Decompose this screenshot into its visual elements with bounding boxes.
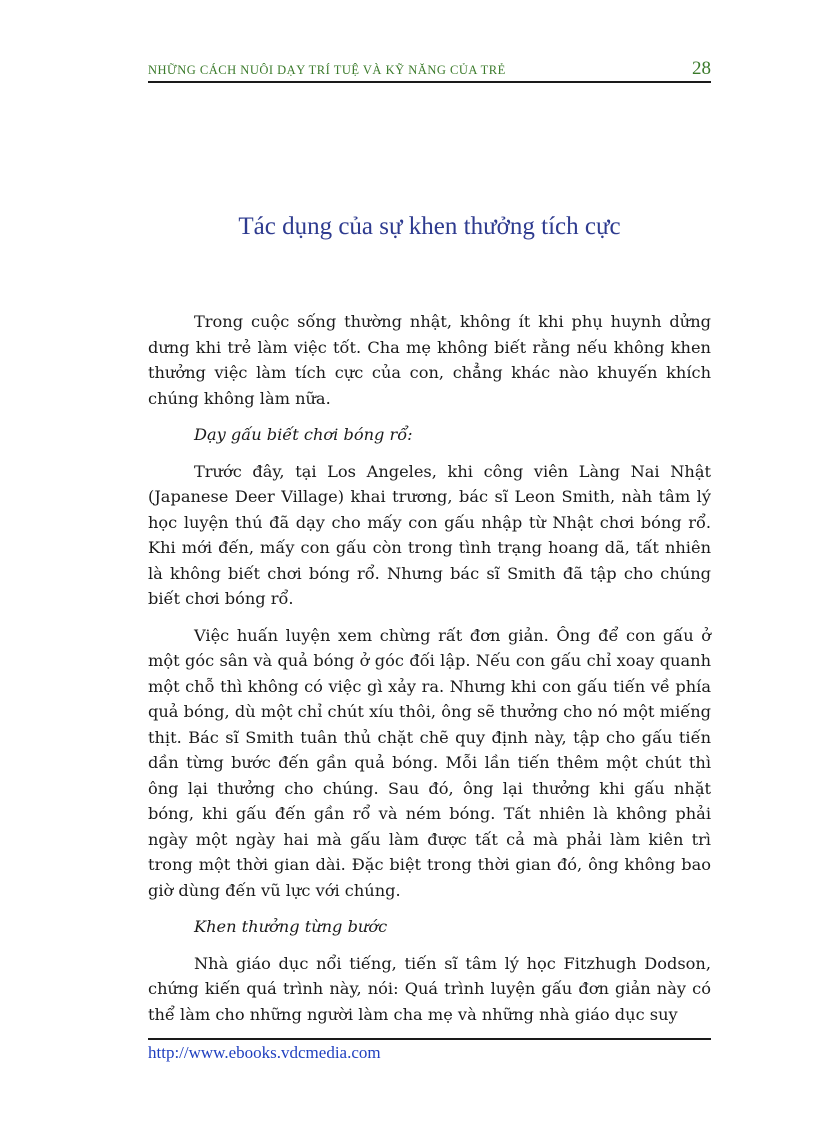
page-header — [148, 56, 711, 82]
section-title: Tác dụng của sự khen thưởng tích cực — [238, 213, 621, 240]
footer-divider — [148, 1038, 711, 1040]
paragraph-training: Việc huấn luyện xem chừng rất đơn giản. Ông để con gấu ở một góc sân và quả bóng ở góc đối lập. Nếu con gấu chỉ xoay quanh một chỗ thì không có việc gì xảy ra. Nhưng khi con gấu tiến về phía quả bóng, dù một chỉ chút xíu thôi, ông sẽ thưởng cho nó một miếng thịt. Bác sĩ Smith tuân thủ chặt chẽ quy định này, tập cho gấu tiến dần từng bước đến gần quả bóng. Mỗi lần tiến thêm một chút thì ông lại thưởng cho chúng. Sau đó, ông lại thưởng khi gấu nhặt bóng, khi gấu đến gần rổ và ném bóng. Tất nhiên là không phải ngày một ngày hai mà gấu làm được tất cả mà phải làm kiên trì trong một thời gian dài. Đặc biệt trong thời gian đó, ông không bao giờ dùng đến vũ lực với chúng. — [148, 625, 711, 900]
footer-website-link[interactable]: http://www.ebooks.vdcmedia.com — [148, 1043, 381, 1062]
running-head-title: NHỮNG CÁCH NUÔI DẠY TRÍ TUỆ VÀ KỸ NĂNG CỦA TRẺ — [148, 63, 506, 77]
subheading-bear-basketball: Dạy gấu biết chơi bóng rổ: — [194, 425, 413, 444]
subheading-step-reward: Khen thưởng từng bước — [194, 917, 388, 936]
paragraph-story: Trước đây, tại Los Angeles, khi công viên Làng Nai Nhật (Japanese Deer Village) khai trương, bác sĩ Leon Smith, nàh tâm lý học luyện thú đã dạy cho mấy con gấu nhập từ Nhật chơi bóng rổ. Khi mới đến, mấy con gấu còn trong tình trạng hoang dã, tất nhiên là không biết chơi bóng rổ. Nhưng bác sĩ Smith đã tập cho chúng biết chơi bóng rổ. — [148, 461, 711, 608]
paragraph-intro: Trong cuộc sống thường nhật, không ít khi phụ huynh dửng dưng khi trẻ làm việc tốt. Cha mẹ không biết rằng nếu không khen thưởng việc làm tích cực của con, chẳng khác nào khuyến khích chúng không làm nữa. — [148, 312, 711, 408]
paragraph-dodson: Nhà giáo dục nổi tiếng, tiến sĩ tâm lý học Fitzhugh Dodson, chứng kiến quá trình này, nói: Quá trình luyện gấu đơn giản này có thể làm cho những người làm cha mẹ và những nhà giáo dục suy — [148, 953, 711, 1024]
page-number: 28 — [692, 58, 711, 79]
header-divider — [148, 81, 711, 83]
body-text — [148, 309, 711, 1038]
